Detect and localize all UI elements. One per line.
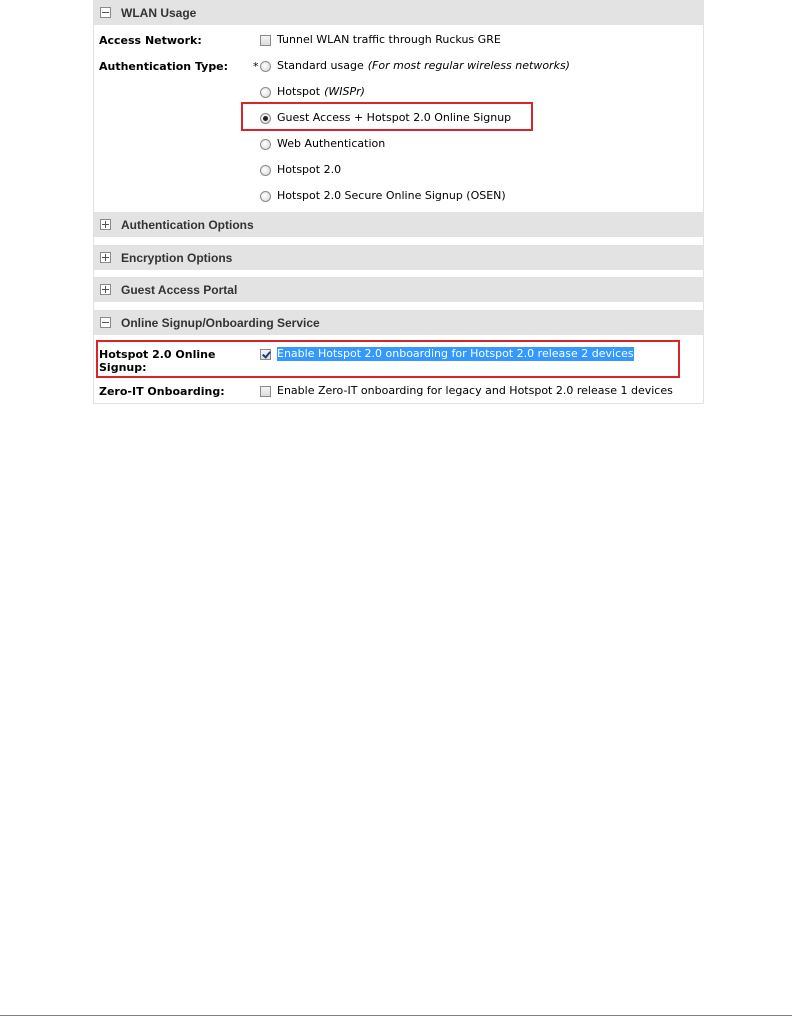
auth-option-label: Standard usage [277, 59, 364, 72]
online-signup-section-header[interactable] [94, 310, 703, 335]
expand-icon[interactable] [100, 284, 111, 295]
wlan-settings-panel [93, 0, 704, 404]
guest-access-portal-title: Guest Access Portal [121, 282, 238, 297]
auth-radio-osen[interactable] [260, 191, 271, 202]
auth-option-hint: (For most regular wireless networks) [367, 59, 570, 72]
hotspot-online-signup-label-line2: Signup: [99, 361, 147, 374]
auth-option-hotspot[interactable] [260, 85, 365, 99]
zero-it-onboarding-checkbox[interactable] [260, 386, 271, 397]
auth-option-hint: (WISPr) [324, 85, 365, 98]
authentication-options-title: Authentication Options [121, 217, 254, 232]
auth-radio-hotspot[interactable] [260, 87, 271, 98]
auth-radio-web-auth[interactable] [260, 139, 271, 150]
auth-option-hotspot20[interactable] [260, 163, 341, 177]
authentication-options-section-header[interactable] [94, 212, 703, 237]
auth-option-standard[interactable] [260, 59, 570, 73]
expand-icon[interactable] [100, 219, 111, 230]
tunnel-gre-option[interactable] [260, 33, 501, 47]
highlight-box-hotspot-signup [96, 340, 680, 378]
encryption-options-section-header[interactable] [94, 245, 703, 270]
highlight-box-auth-option [241, 102, 533, 131]
wlan-usage-title: WLAN Usage [121, 5, 197, 20]
zero-it-onboarding-option[interactable] [260, 384, 673, 398]
collapse-icon[interactable] [100, 317, 111, 328]
wlan-usage-section-header[interactable] [94, 0, 703, 25]
auth-option-label: Web Authentication [277, 137, 386, 150]
zero-it-onboarding-label: Zero-IT Onboarding: [99, 385, 225, 398]
required-marker: * [253, 60, 259, 73]
expand-icon[interactable] [100, 252, 111, 263]
auth-option-label: Hotspot 2.0 Secure Online Signup (OSEN) [277, 189, 506, 202]
zero-it-onboarding-text: Enable Zero-IT onboarding for legacy and Hotspot 2.0 release 1 devices [277, 384, 673, 397]
auth-radio-standard[interactable] [260, 61, 271, 72]
encryption-options-title: Encryption Options [121, 250, 233, 265]
authentication-type-label: Authentication Type: [99, 60, 229, 73]
hotspot-online-signup-label-line1: Hotspot 2.0 Online [99, 348, 216, 361]
page-bottom-divider [0, 1015, 792, 1016]
auth-option-label: Hotspot 2.0 [277, 163, 342, 176]
auth-option-label: Guest Access + Hotspot 2.0 Online Signup [277, 111, 512, 124]
collapse-icon[interactable] [100, 7, 111, 18]
access-network-label: Access Network: [99, 34, 202, 47]
auth-option-web-auth[interactable] [260, 137, 385, 151]
hotspot-onboarding-label: Enable Hotspot 2.0 onboarding for Hotspot 2.0 release 2 devices [277, 347, 634, 360]
tunnel-gre-label: Tunnel WLAN traffic through Ruckus GRE [277, 33, 501, 46]
auth-option-label: Hotspot [277, 85, 321, 98]
online-signup-title: Online Signup/Onboarding Service [121, 315, 320, 330]
guest-access-portal-section-header[interactable] [94, 277, 703, 302]
auth-option-osen[interactable] [260, 189, 506, 203]
tunnel-gre-checkbox[interactable] [260, 35, 271, 46]
auth-radio-hotspot20[interactable] [260, 165, 271, 176]
